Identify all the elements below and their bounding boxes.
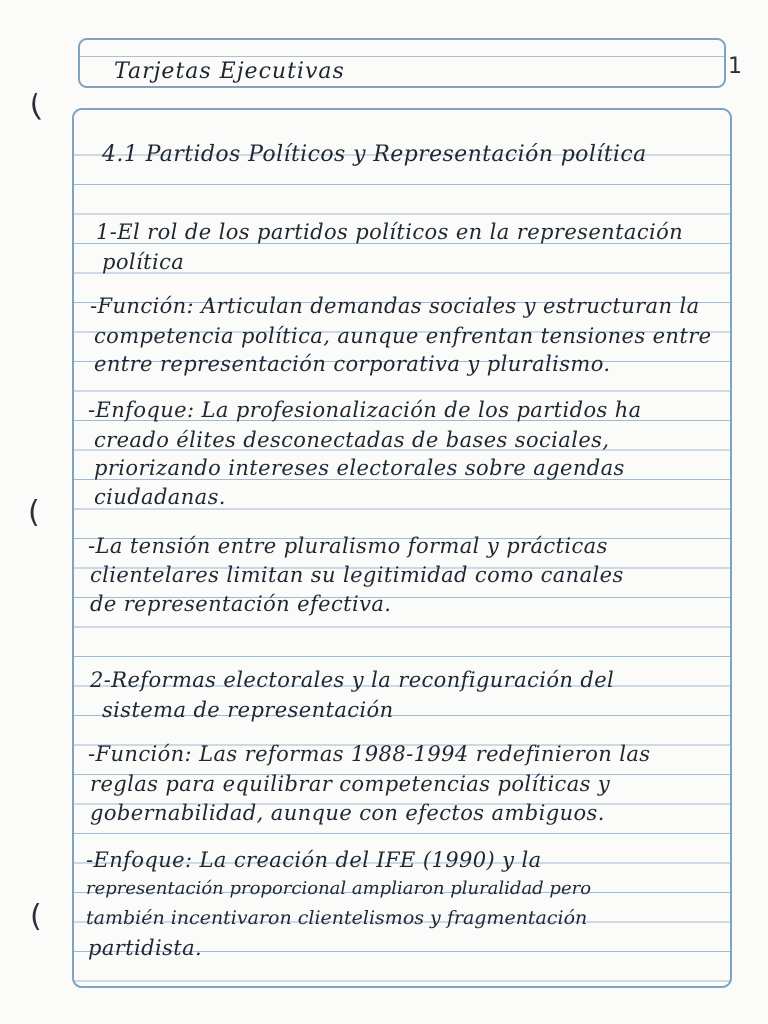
title-card-title: Tarjetas Ejecutivas [114, 59, 345, 84]
section1-enfoque-line1: -Enfoque: La profesionalización de los partidos ha [88, 398, 642, 422]
section2-enfoque-line3: también incentivaron clientelismos y fragmentación [86, 907, 588, 929]
section2-funcion-line3: gobernabilidad, aunque con efectos ambiguos. [90, 801, 605, 825]
title-card [78, 38, 726, 88]
section1-heading-line2: política [102, 250, 185, 274]
card-heading: 4.1 Partidos Políticos y Representación política [102, 142, 647, 167]
section1-funcion-line3: entre representación corporativa y pluralismo. [94, 352, 611, 376]
section2-enfoque-line4: partidista. [88, 936, 203, 960]
section1-heading-line1: 1-El rol de los partidos políticos en la representación [96, 220, 684, 244]
section2-heading-line2: sistema de representación [102, 698, 394, 722]
margin-mark-top-left: ( [27, 88, 45, 125]
section2-funcion-line2: reglas para equilibrar competencias políticas y [90, 772, 611, 796]
margin-mark-middle-left: ( [28, 495, 40, 530]
section2-heading-line1: 2-Reformas electorales y la reconfiguración del [90, 668, 615, 692]
section2-funcion-line1: -Función: Las reformas 1988-1994 redefinieron las [88, 742, 651, 766]
note-card [72, 108, 732, 988]
margin-mark-bottom-left: ( [30, 899, 42, 934]
section2-enfoque-line1: -Enfoque: La creación del IFE (1990) y la [86, 848, 542, 872]
section2-enfoque-line2: representación proporcional ampliaron pluralidad pero [86, 878, 592, 899]
section1-funcion-line2: competencia política, aunque enfrentan tensiones entre [94, 324, 712, 348]
section1-funcion-line1: -Función: Articulan demandas sociales y estructuran la [90, 294, 700, 318]
section1-tension-line1: -La tensión entre pluralismo formal y prácticas [88, 534, 608, 558]
section1-enfoque-line4: ciudadanas. [94, 485, 226, 509]
margin-mark-right: 1 [728, 54, 742, 79]
section1-enfoque-line3: priorizando intereses electorales sobre agendas [94, 456, 625, 480]
section1-enfoque-line2: creado élites desconectadas de bases sociales, [94, 428, 610, 452]
section1-tension-line2: clientelares limitan su legitimidad como canales [90, 563, 624, 587]
section1-tension-line3: de representación efectiva. [90, 592, 392, 616]
